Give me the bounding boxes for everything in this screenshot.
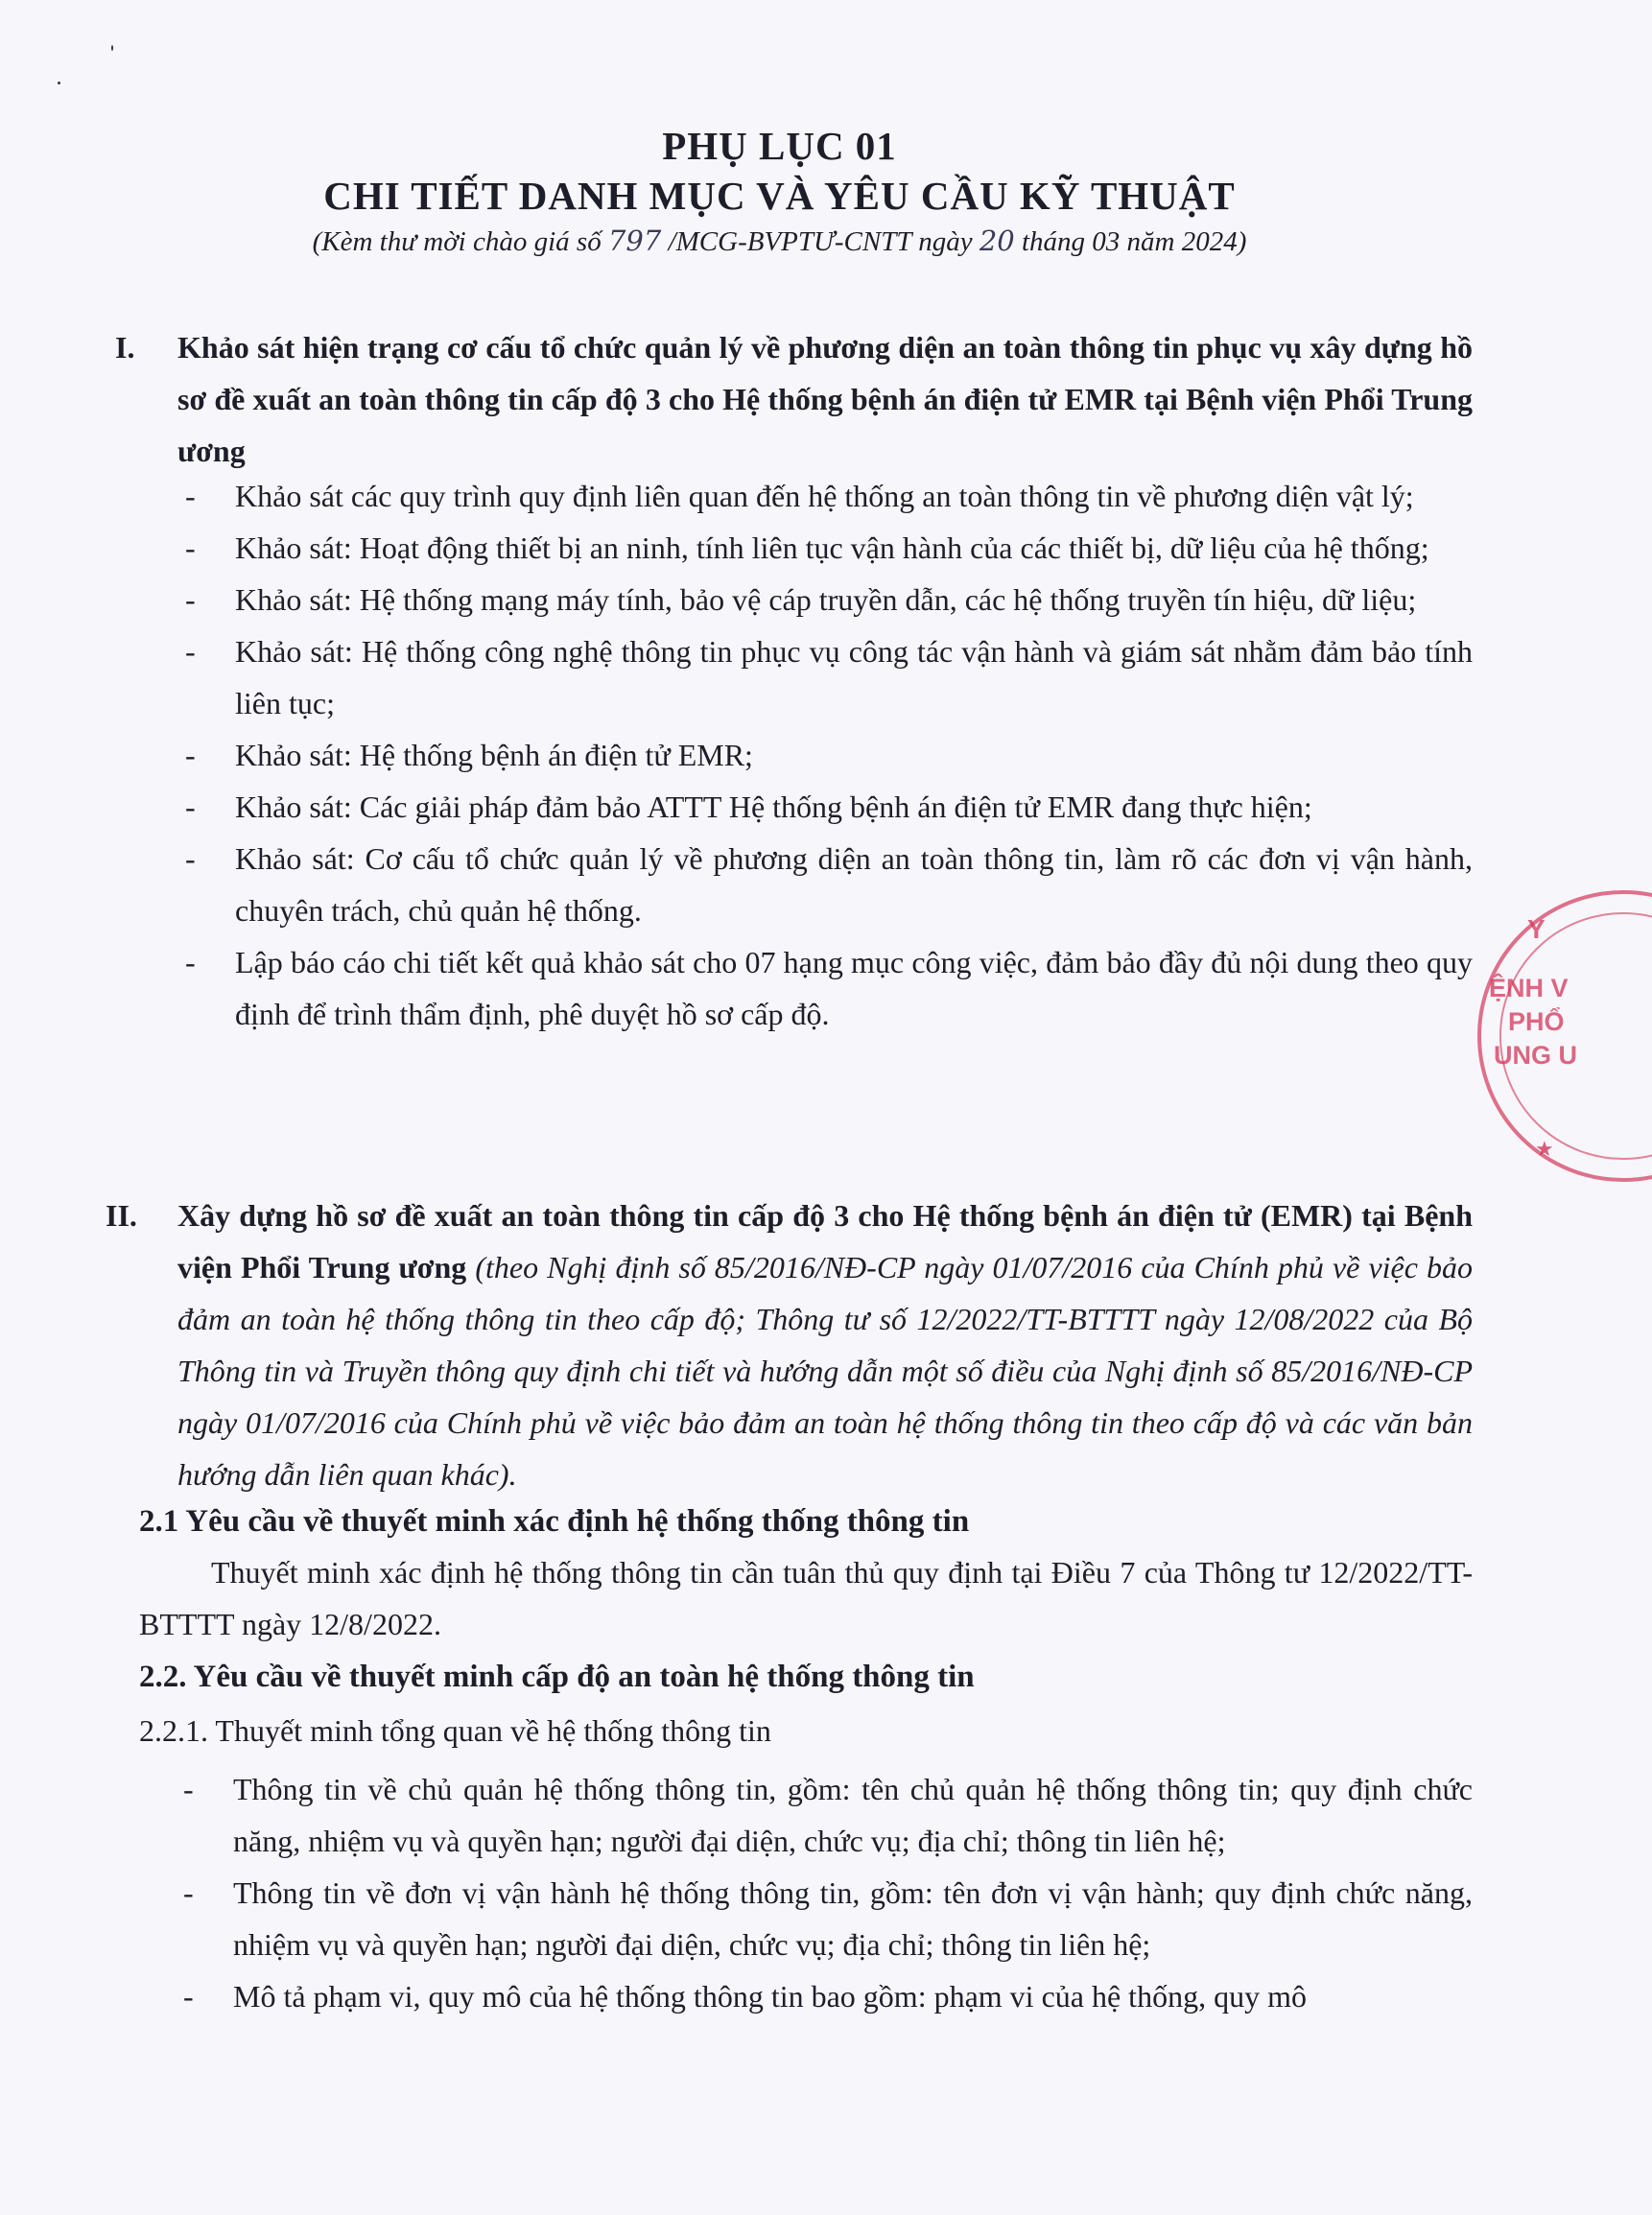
document-heading: CHI TIẾT DANH MỤC VÀ YÊU CẦU KỸ THUẬT <box>323 174 1236 218</box>
list-item-text: Khảo sát: Các giải pháp đảm bảo ATTT Hệ thống bệnh án điện tử EMR đang thực hiện; <box>235 789 1312 824</box>
list-item: - Khảo sát: Hệ thống bệnh án điện tử EMR; <box>185 738 753 772</box>
list-item: - Mô tả phạm vi, quy mô của hệ thống thông tin bao gồm: phạm vi của hệ thống, quy mô <box>183 1979 1307 2014</box>
subsection-2-2-1-title: 2.2.1. Thuyết minh tổng quan về hệ thống thông tin <box>139 1713 771 1748</box>
subsection-2-2-title: 2.2. Yêu cầu về thuyết minh cấp độ an toàn hệ thống thông tin <box>139 1660 975 1694</box>
seal-text-line: UNG U <box>1494 1041 1577 1070</box>
handwritten-day: 20 <box>979 224 1015 257</box>
reference-suffix: tháng 03 năm 2024) <box>1014 226 1247 257</box>
list-item: - Lập báo cáo chi tiết kết quả khảo sát cho 07 hạng mục công việc, đảm bảo đầy đủ nội dung theo quy định để trình thẩm định, phê duyệt hồ sơ cấp độ. <box>185 945 1473 1031</box>
section-2-title: Xây dựng hồ sơ đề xuất an toàn thông tin cấp độ 3 cho Hệ thống bệnh án điện tử (EMR) tại Bệnh viện Phổi Trung ương <box>177 1198 1473 1284</box>
list-item: - Khảo sát: Cơ cấu tổ chức quản lý về phương diện an toàn thông tin, làm rõ các đơn vị vận hành, chuyên trách, chủ quản hệ thống. <box>185 841 1473 928</box>
list-item-text: Khảo sát: Cơ cấu tổ chức quản lý về phương diện an toàn thông tin, làm rõ các đơn vị vận hành, chuyên trách, chủ quản hệ thống. <box>235 841 1473 928</box>
section-1-list <box>185 470 1473 1040</box>
appendix-title: PHỤ LỤC 01 <box>662 124 897 168</box>
list-item: - Thông tin về đơn vị vận hành hệ thống thông tin, gồm: tên đơn vị vận hành; quy định chức năng, nhiệm vụ và quyền hạn; người đại diện, chức vụ; địa chỉ; thông tin liên hệ; <box>183 1875 1473 1962</box>
list-item: - Khảo sát: Các giải pháp đảm bảo ATTT Hệ thống bệnh án điện tử EMR đang thực hiện; <box>185 789 1312 824</box>
list-item-text: Mô tả phạm vi, quy mô của hệ thống thông tin bao gồm: phạm vi của hệ thống, quy mô <box>233 1979 1307 2014</box>
handwritten-number: 797 <box>607 224 662 257</box>
reference-prefix: (Kèm thư mời chào giá số <box>312 226 608 257</box>
list-item-text: Khảo sát các quy trình quy định liên quan đến hệ thống an toàn thông tin về phương diện vật lý; <box>235 479 1414 513</box>
section-1-heading <box>115 321 1473 477</box>
list-item-text: Khảo sát: Hệ thống mạng máy tính, bảo vệ cáp truyền dẫn, các hệ thống truyền tín hiệu, dữ liệu; <box>235 582 1417 617</box>
list-item-text: Thông tin về chủ quản hệ thống thông tin, gồm: tên chủ quản hệ thống thông tin; quy định chức năng, nhiệm vụ và quyền hạn; người đại diện, chức vụ; địa chỉ; thông tin liên hệ; <box>233 1772 1473 1858</box>
list-item-text: Khảo sát: Hoạt động thiết bị an ninh, tính liên tục vận hành của các thiết bị, dữ liệu của hệ thống; <box>235 530 1429 565</box>
section-2-2-1-list <box>183 1763 1473 2022</box>
scan-speck <box>111 45 113 51</box>
list-item: - Khảo sát: Hệ thống công nghệ thông tin phục vụ công tác vận hành và giám sát nhằm đảm bảo tính liên tục; <box>185 634 1473 720</box>
seal-text-line: PHỔ <box>1508 1007 1565 1036</box>
seal-text-top: Y <box>1527 914 1546 944</box>
list-item: - Khảo sát: Hệ thống mạng máy tính, bảo vệ cáp truyền dẫn, các hệ thống truyền tín hiệu, dữ liệu; <box>185 582 1417 617</box>
scan-speck <box>58 82 60 84</box>
official-seal <box>1470 887 1652 1185</box>
list-item: - Khảo sát: Hoạt động thiết bị an ninh, tính liên tục vận hành của các thiết bị, dữ liệu của hệ thống; <box>185 530 1429 565</box>
list-item-text: Lập báo cáo chi tiết kết quả khảo sát cho 07 hạng mục công việc, đảm bảo đầy đủ nội dung theo quy định để trình thẩm định, phê duyệt hồ sơ cấp độ. <box>235 945 1473 1031</box>
list-item-text: Thông tin về đơn vị vận hành hệ thống thông tin, gồm: tên đơn vị vận hành; quy định chức năng, nhiệm vụ và quyền hạn; người đại diện, chức vụ; địa chỉ; thông tin liên hệ; <box>233 1875 1473 1962</box>
subsection-2-1-title: 2.1 Yêu cầu về thuyết minh xác định hệ thống thống thông tin <box>139 1504 970 1539</box>
reference-line <box>0 224 1559 258</box>
section-2-number: II. <box>106 1198 137 1233</box>
section-1-title: Khảo sát hiện trạng cơ cấu tổ chức quản lý về phương diện an toàn thông tin phục vụ xây dựng hồ sơ đề xuất an toàn thông tin cấp độ 3 cho Hệ thống bệnh án điện tử EMR tại Bệnh viện Phổi Trung ương <box>177 330 1473 468</box>
section-1-number: I. <box>115 330 135 365</box>
seal-text-line: ỆNH V <box>1489 974 1569 1002</box>
list-item: - Thông tin về chủ quản hệ thống thông tin, gồm: tên chủ quản hệ thống thông tin; quy định chức năng, nhiệm vụ và quyền hạn; người đại diện, chức vụ; địa chỉ; thông tin liên hệ; <box>183 1772 1473 1858</box>
list-item: - Khảo sát các quy trình quy định liên quan đến hệ thống an toàn thông tin về phương diện vật lý; <box>185 479 1414 513</box>
list-item-text: Khảo sát: Hệ thống công nghệ thông tin phục vụ công tác vận hành và giám sát nhằm đảm bảo tính liên tục; <box>235 634 1473 720</box>
section-2-legal-note: (theo Nghị định số 85/2016/NĐ-CP ngày 01/07/2016 của Chính phủ về việc bảo đảm an toàn hệ thống thông tin theo cấp độ; Thông tư số 12/2022/TT-BTTTT ngày 12/08/2022 của Bộ Thông tin và Truyền thông quy định chi tiết và hướng dẫn một số điều của Nghị định số 85/2016/NĐ-CP ngày 01/07/2016 của Chính phủ về việc bảo đảm an toàn hệ thống thông tin theo cấp độ và các văn bản hướng dẫn liên quan khác). <box>177 1250 1474 1492</box>
section-2-heading <box>106 1190 1474 1500</box>
reference-middle: /MCG-BVPTƯ-CNTT ngày <box>661 226 979 257</box>
svg-text:★: ★ <box>1535 1138 1554 1162</box>
subsection-2-1-paragraph: Thuyết minh xác định hệ thống thông tin cần tuân thủ quy định tại Điều 7 của Thông tư 12/2022/TT-BTTTT ngày 12/8/2022. <box>139 1555 1473 1641</box>
list-item-text: Khảo sát: Hệ thống bệnh án điện tử EMR; <box>235 738 753 772</box>
